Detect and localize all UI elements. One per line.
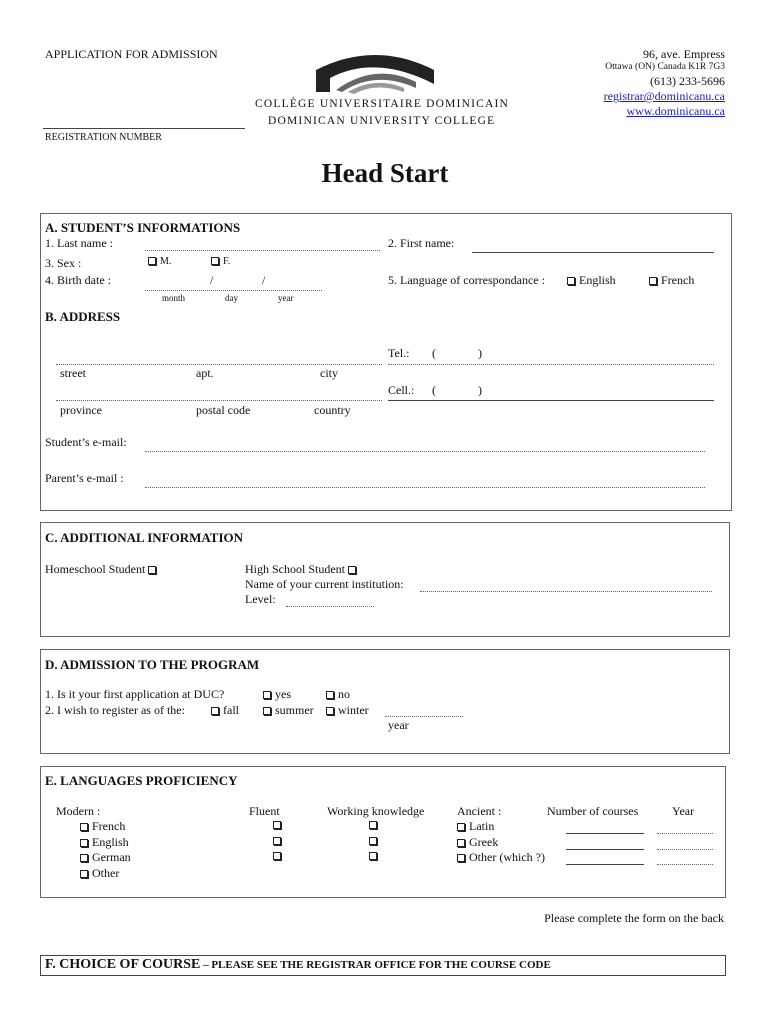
fluent-checkbox[interactable]: [273, 852, 281, 860]
checkbox-icon: [326, 707, 334, 715]
college-logo: [312, 48, 438, 94]
postal-code-label: postal code: [196, 403, 251, 417]
term-fall-option[interactable]: [211, 703, 239, 718]
institution-field[interactable]: [420, 591, 712, 592]
student-email-field[interactable]: [145, 451, 705, 452]
birth-date-field[interactable]: [145, 290, 322, 291]
sex-label: 3. Sex :: [45, 256, 82, 270]
level-label: Level:: [245, 592, 276, 606]
no-label: no: [338, 687, 350, 701]
section-c-heading: C. ADDITIONAL INFORMATION: [45, 530, 244, 545]
form-title-left: APPLICATION FOR ADMISSION: [45, 47, 218, 61]
checkbox-icon: [326, 691, 334, 699]
section-e-heading: E. LANGUAGES PROFICIENCY: [45, 773, 238, 788]
first-application-no[interactable]: [326, 687, 350, 702]
register-year-label: year: [388, 718, 409, 732]
language-english-label: English: [579, 273, 616, 287]
checkbox-icon: [80, 823, 88, 831]
parent-email-field[interactable]: [145, 487, 705, 488]
modern-lang-english[interactable]: [80, 835, 129, 850]
birth-date-label: 4. Birth date :: [45, 273, 111, 287]
phone: (613) 233-5696: [650, 74, 725, 88]
modern-lang-german[interactable]: [80, 850, 131, 865]
level-field[interactable]: [286, 606, 374, 607]
homeschool-label: Homeschool Student: [45, 562, 146, 576]
fluent-checkbox[interactable]: [273, 837, 281, 845]
lang-label: German: [92, 850, 131, 864]
page-title: Head Start: [321, 158, 449, 188]
first-name-label: 2. First name:: [388, 236, 455, 250]
greek-year-field[interactable]: [657, 849, 713, 850]
cell-label: Cell.:: [388, 383, 415, 397]
other-courses-field[interactable]: [566, 864, 644, 865]
language-english-option[interactable]: [567, 273, 616, 288]
registration-number-label: REGISTRATION NUMBER: [45, 132, 162, 143]
lang-label: Latin: [469, 819, 495, 833]
language-french-option[interactable]: [649, 273, 694, 288]
term-winter-option[interactable]: [326, 703, 369, 718]
lang-label: Other: [92, 866, 120, 880]
checkbox-icon: [457, 854, 465, 862]
term-summer-option[interactable]: [263, 703, 314, 718]
ancient-lang-other[interactable]: [457, 850, 545, 865]
checkbox-icon: [263, 691, 271, 699]
birth-date-slash: /: [210, 273, 214, 287]
address-line2: Ottawa (ON) Canada K1R 7G3: [605, 62, 725, 72]
winter-label: winter: [338, 703, 369, 717]
street-label: street: [60, 366, 86, 380]
year-header: Year: [672, 804, 695, 818]
section-f-heading: F. CHOICE OF COURSE: [45, 957, 201, 972]
college-name-en: DOMINICAN UNIVERSITY COLLEGE: [268, 115, 496, 127]
first-application-question: 1. Is it your first application at DUC?: [45, 687, 225, 701]
apt-label: apt.: [196, 366, 214, 380]
registration-number-field[interactable]: [43, 128, 245, 129]
sex-m-option[interactable]: [148, 256, 171, 267]
fluent-header: Fluent: [249, 804, 280, 818]
city-label: city: [320, 366, 338, 380]
last-name-label: 1. Last name :: [45, 236, 113, 250]
lang-label: Greek: [469, 835, 499, 849]
high-school-label: High School Student: [245, 562, 346, 576]
cell-paren-open: (: [432, 383, 436, 397]
address-line1: 96, ave. Empress: [643, 47, 725, 61]
checkbox-icon: [80, 854, 88, 862]
birth-day-label: day: [225, 293, 238, 303]
greek-courses-field[interactable]: [566, 849, 644, 850]
section-ab-box: [40, 213, 732, 511]
email-link[interactable]: registrar@dominicanu.ca: [603, 89, 725, 103]
country-label: country: [314, 403, 351, 417]
fluent-checkbox[interactable]: [273, 821, 281, 829]
language-label: 5. Language of correspondance :: [388, 273, 545, 287]
register-year-field[interactable]: [385, 716, 463, 717]
register-term-question: 2. I wish to register as of the:: [45, 703, 185, 717]
checkbox-icon: [567, 277, 575, 285]
checkbox-icon: [649, 277, 657, 285]
section-b-heading: B. ADDRESS: [45, 309, 121, 324]
ancient-lang-greek[interactable]: [457, 835, 498, 850]
website-link[interactable]: www.dominicanu.ca: [626, 104, 725, 118]
modern-label: Modern :: [56, 804, 101, 818]
province-address-field[interactable]: [56, 400, 382, 401]
section-f-heading-row: [45, 957, 551, 973]
checkbox-icon: [211, 257, 219, 265]
lang-label: Other (which ?): [469, 850, 545, 864]
first-name-field[interactable]: [472, 252, 714, 253]
section-a-heading: A. STUDENT’S INFORMATIONS: [45, 220, 241, 235]
cell-field[interactable]: [388, 400, 714, 401]
language-french-label: French: [661, 273, 695, 287]
checkbox-icon: [457, 839, 465, 847]
province-label: province: [60, 403, 102, 417]
sex-f-option[interactable]: [211, 256, 230, 267]
section-d-heading: D. ADMISSION TO THE PROGRAM: [45, 657, 260, 672]
birth-month-label: month: [162, 293, 186, 303]
first-application-yes[interactable]: [263, 687, 291, 702]
latin-courses-field[interactable]: [566, 833, 644, 834]
checkbox-icon: [148, 566, 156, 574]
checkbox-icon: [80, 870, 88, 878]
checkbox-icon: [211, 707, 219, 715]
footer-note: Please complete the form on the back: [544, 911, 724, 925]
ancient-lang-latin[interactable]: [457, 819, 494, 834]
logo-arches-icon: [312, 48, 438, 94]
high-school-option[interactable]: [245, 562, 360, 577]
checkbox-icon: [148, 257, 156, 265]
other-year-field[interactable]: [657, 864, 713, 865]
working-knowledge-checkbox[interactable]: [369, 821, 377, 829]
cell-paren-close: ): [478, 383, 482, 397]
birth-year-label: year: [278, 293, 294, 303]
section-f-note: – PLEASE SEE THE REGISTRAR OFFICE FOR THE COURSE CODE: [200, 959, 551, 971]
lang-label: French: [92, 819, 126, 833]
number-of-courses-header: Number of courses: [547, 804, 639, 818]
ancient-label: Ancient :: [457, 804, 502, 818]
fall-label: fall: [223, 703, 239, 717]
modern-lang-other[interactable]: [80, 866, 119, 881]
parent-email-label: Parent’s e-mail :: [45, 471, 124, 485]
working-knowledge-checkbox[interactable]: [369, 837, 377, 845]
tel-label: Tel.:: [388, 346, 410, 360]
tel-paren-close: ): [478, 346, 482, 360]
birth-date-slash: /: [262, 273, 266, 287]
institution-label: Name of your current institution:: [245, 577, 404, 591]
sex-m-label: M.: [160, 256, 172, 267]
tel-paren-open: (: [432, 346, 436, 360]
sex-f-label: F.: [223, 256, 231, 267]
street-address-field[interactable]: [56, 364, 382, 365]
checkbox-icon: [263, 707, 271, 715]
summer-label: summer: [275, 703, 314, 717]
lang-label: English: [92, 835, 129, 849]
homeschool-option[interactable]: [45, 562, 160, 577]
checkbox-icon: [457, 823, 465, 831]
working-knowledge-header: Working knowledge: [327, 804, 425, 818]
modern-lang-french[interactable]: [80, 819, 125, 834]
student-email-label: Student’s e-mail:: [45, 435, 127, 449]
latin-year-field[interactable]: [657, 833, 713, 834]
working-knowledge-checkbox[interactable]: [369, 852, 377, 860]
yes-label: yes: [275, 687, 291, 701]
checkbox-icon: [348, 566, 356, 574]
tel-field[interactable]: [388, 364, 714, 365]
last-name-field[interactable]: [145, 250, 380, 251]
checkbox-icon: [80, 839, 88, 847]
college-name-fr: COLLÈGE UNIVERSITAIRE DOMINICAIN: [255, 98, 510, 110]
